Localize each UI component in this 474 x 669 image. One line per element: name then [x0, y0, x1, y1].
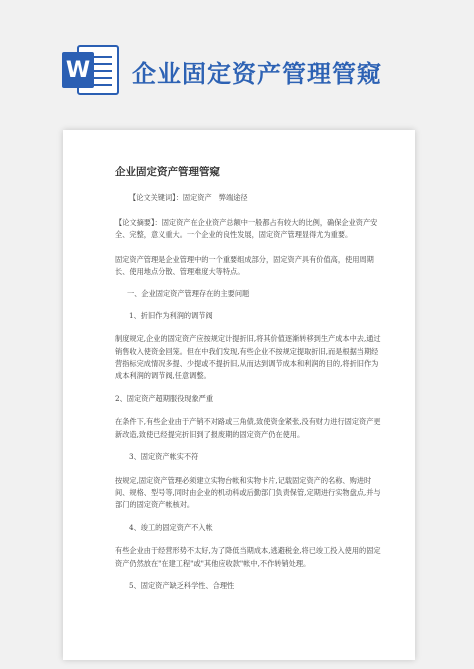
paragraph: 制度规定,企业的固定资产应按规定计提折旧,将其价值逐渐转移到生产成本中去,通过销售收入使资金回笼。但在中我们发现,有些企业不按规定提取折旧,而是根据当期经营指标完成情况多提、少提或不提折旧,从而达到调节成本和利润的目的,将折旧作为成本利润的调节阀,任意调整。 [115, 334, 381, 381]
document-page [63, 130, 415, 660]
document-title: 企业固定资产管理管窥 [115, 166, 220, 178]
paragraph: 在条件下,有些企业由于产销不对路或三角债,致使资金紧张,没有财力进行固定资产更新改造,致使已经提完折旧到了报废期的固定资产仍在使用。 [115, 417, 381, 439]
paragraph: 有些企业由于经营形势不太好,为了降低当期成本,逃避税金,将已竣工投入使用的固定资产仍然放在"在建工程"或"其他应收款"帐中,不作转销处理。 [115, 546, 381, 568]
document-body [115, 166, 381, 603]
paragraph: 按规定,固定资产管理必须建立实物台帐和实物卡片,记载固定资产的名称、购进时间、规格、型号等,同时由企业的机动科或后勤部门负责保管,定期进行实物盘点,并与部门的固定资产帐核对。 [115, 475, 381, 510]
subsection-heading: 3、固定资产帐实不符 [129, 452, 199, 462]
subsection-heading: 2、固定资产超期服役现象严重 [115, 393, 214, 403]
subsection-heading: 5、固定资产缺乏科学性、合理性 [129, 580, 235, 590]
svg-text:W: W [65, 58, 91, 83]
intro-paragraph: 固定资产管理是企业管理中的一个重要组成部分，固定资产具有价值高，使用周期长、使用地点分散、管理难度大等特点。 [115, 254, 374, 277]
page-title: 企业固定资产管理管窥 [132, 60, 382, 88]
section-heading: 一、企业固定资产管理存在的主要问题 [127, 289, 250, 299]
subsection-heading: 1、折旧作为利润的调节阀 [129, 310, 213, 320]
subsection-heading: 4、竣工的固定资产不入帐 [129, 522, 213, 532]
keywords: 【论文关键词】：固定资产 弊端途径 [129, 193, 248, 203]
abstract: 【论文摘要】：固定资产在企业资产总额中一般都占有较大的比例，确保企业资产安全、完整，意义重大。一个企业的良性发展，固定资产管理显得尤为重要。 [115, 217, 378, 240]
word-document-icon [60, 42, 122, 98]
header-banner [0, 0, 474, 120]
